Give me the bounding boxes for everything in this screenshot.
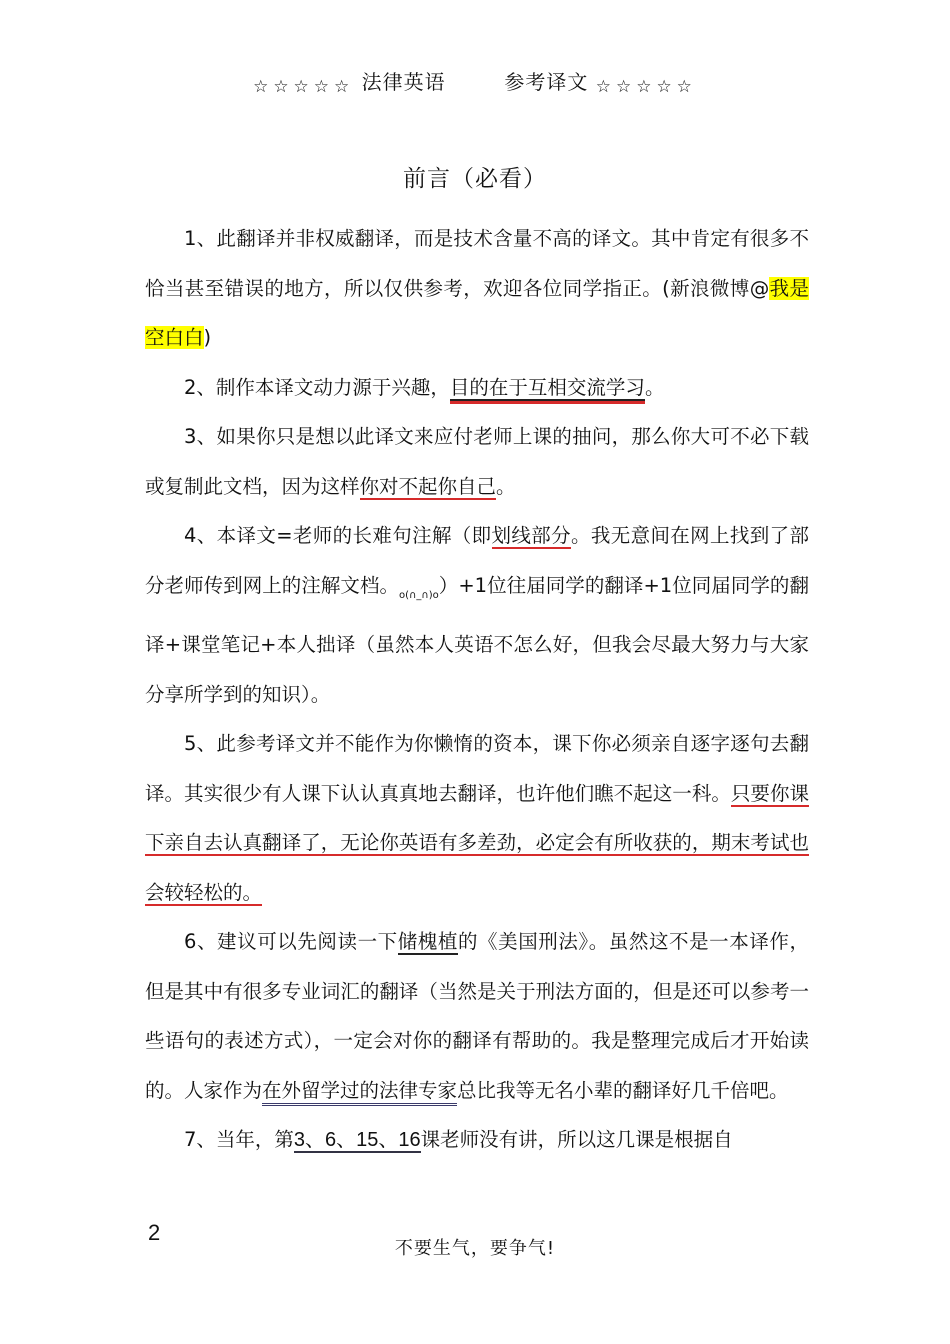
header-right-text: 参考译文	[504, 70, 589, 94]
weibo-handle-highlight: 我是空白白	[145, 276, 809, 349]
paragraph-3-text: 3、如果你只是想以此译文来应付老师上课的抽问，那么你大可不必下载或复制此文档，因为这样	[145, 425, 809, 498]
stars-right: ☆☆☆☆☆	[595, 76, 697, 97]
paragraph-6-underline-expert: 在外留学过的法律专家	[262, 1079, 457, 1106]
paragraph-4-end: ）+1位往届同学的翻译+1位同届同学的翻译+课堂笔记+本人拙译（虽然本人英语不怎么好，但我会尽最大努力与大家分享所学到的知识）。	[145, 573, 809, 706]
document-body	[145, 214, 809, 1166]
paragraph-6-underline-author: 储槐植	[397, 930, 458, 953]
paragraph-4-middle: 。我无意间在网上找到了部分老师传到网上的注解文档。	[145, 524, 809, 597]
paragraph-3-end: 。	[496, 474, 516, 498]
page-title: 前言（必看）	[403, 166, 547, 192]
paragraph-7-underline-lessons: 3、6、15、16	[293, 1129, 421, 1151]
paragraph-6-text: 6、建议可以先阅读一下	[184, 930, 398, 953]
paragraph-1-text: 1、此翻译并非权威翻译，而是技术含量不高的译文。其中肯定有很多不恰当甚至错误的地方，所以仅供参考，欢迎各位同学指正。(新浪微博@	[145, 227, 809, 300]
paragraph-1	[145, 214, 809, 363]
paragraph-7-text: 7、当年，第	[184, 1128, 294, 1151]
page-footer: 不要生气，要争气!	[394, 1238, 556, 1259]
page-header	[0, 66, 950, 95]
smiley-emoticon: o(∩_∩)o	[399, 589, 439, 601]
paragraph-5-text: 5、此参考译文并不能作为你懒惰的资本，课下你必须亲自逐字逐句去翻译。其实很少有人课下认认真真地去翻译，也许他们瞧不起这一科。	[145, 732, 809, 805]
page-number: 2	[148, 1220, 161, 1245]
paragraph-6	[145, 917, 809, 1115]
paragraph-4-underline: 划线部分	[491, 524, 571, 547]
paragraph-3-underline: 你对不起你自己	[359, 474, 497, 498]
paragraph-2-text: 2、制作本译文动力源于兴趣，	[184, 375, 450, 399]
paragraph-6-end: 总比我等无名小辈的翻译好几千倍吧。	[457, 1078, 789, 1102]
paragraph-2-end: 。	[644, 375, 665, 399]
paragraph-2	[145, 363, 809, 413]
paragraph-4-text: 4、本译文=老师的长难句注解（即	[184, 524, 492, 547]
paragraph-1-end: )	[203, 326, 212, 349]
paragraph-3	[145, 412, 809, 511]
paragraph-5	[145, 719, 809, 917]
header-left-text: 法律英语	[361, 70, 446, 94]
paragraph-4	[145, 511, 809, 719]
paragraph-7	[145, 1115, 809, 1166]
paragraph-6-middle: 的《美国刑法》。虽然这不是一本译作，但是其中有很多专业词汇的翻译（当然是关于刑法方面的，但是还可以参考一些语句的表述方式），一定会对你的翻译有帮助的。我是整理完成后才开始读的。人家作为	[145, 930, 809, 1102]
paragraph-2-underline: 目的在于互相交流学习	[449, 375, 645, 399]
paragraph-7-end: 课老师没有讲，所以这几课是根据自	[420, 1128, 733, 1151]
paragraph-5-underline: 只要你课下亲自去认真翻译了，无论你英语有多差劲，必定会有所收获的，期末考试也会较轻松的。	[145, 781, 809, 904]
stars-left: ☆☆☆☆☆	[253, 76, 355, 97]
